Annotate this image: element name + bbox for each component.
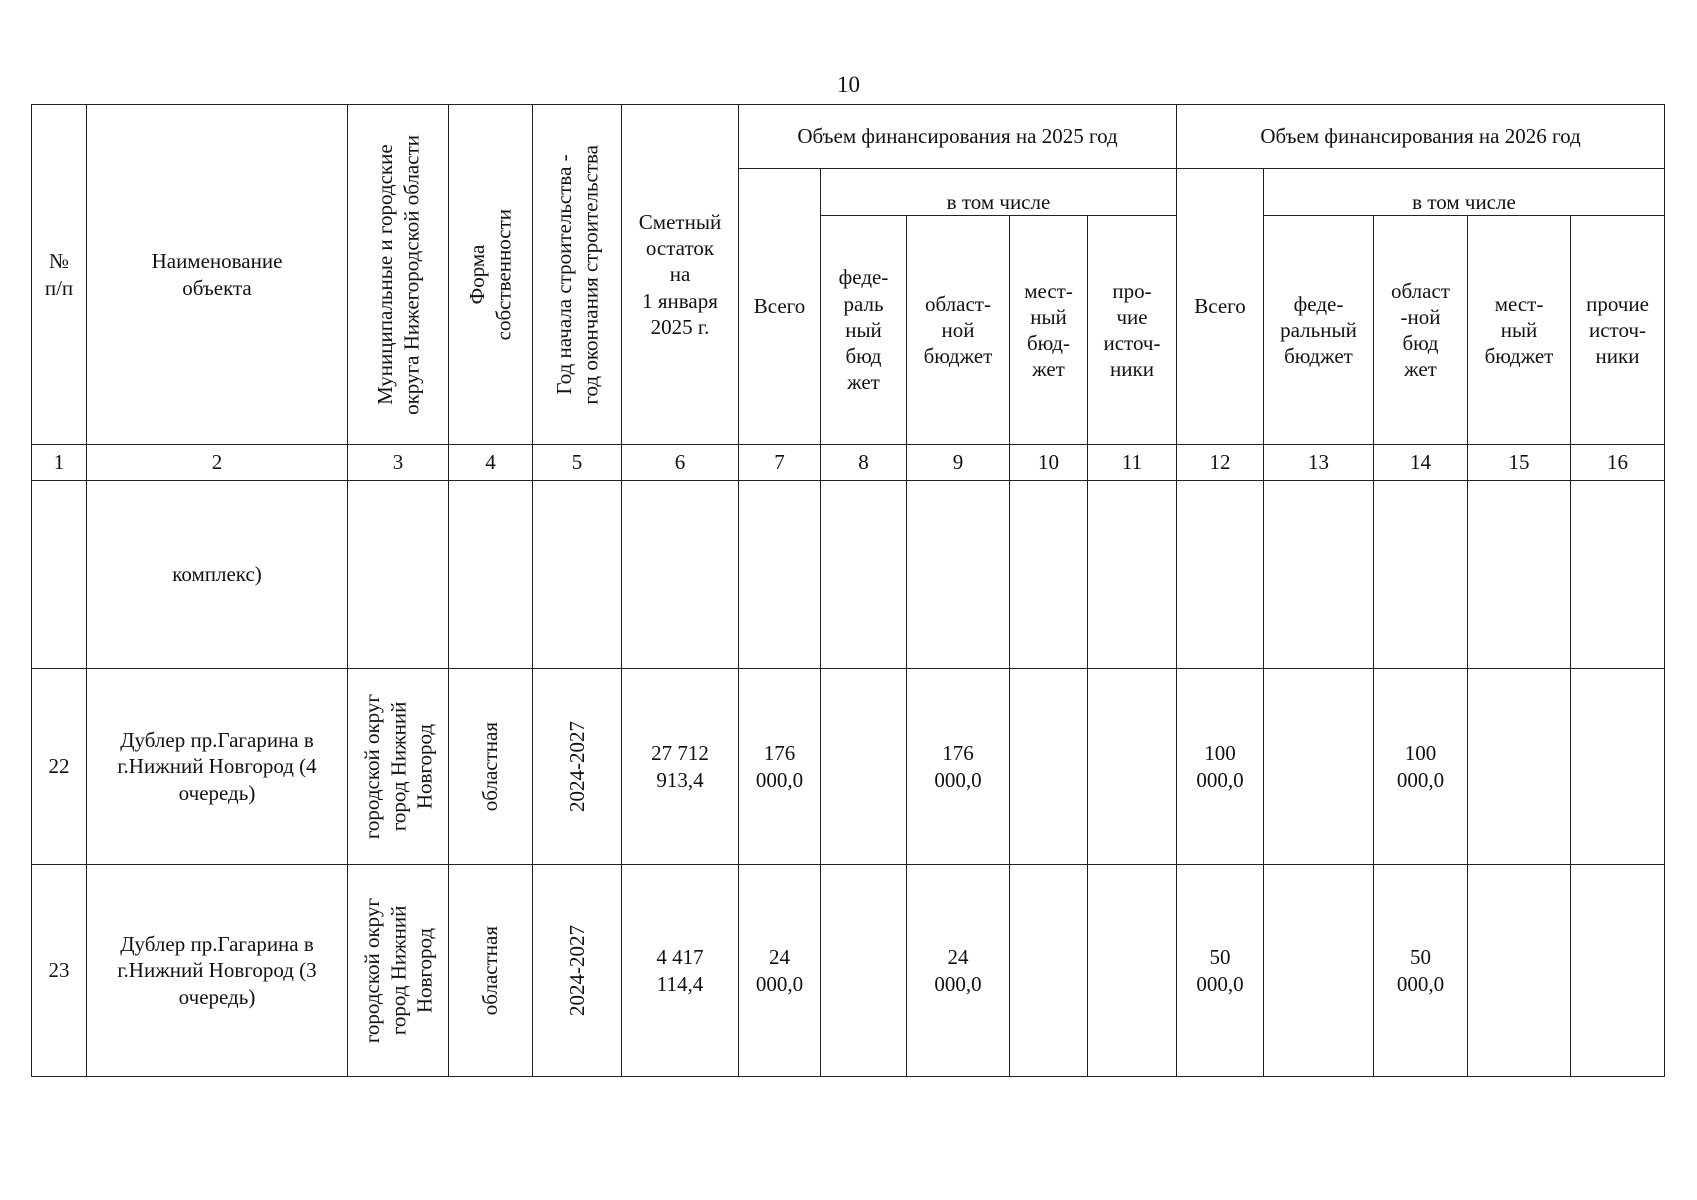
column-number-row [32,445,1665,481]
header-municipal: Муниципальные и городские округа Нижегородской области [348,105,449,445]
header-including-2026: в том числе [1264,169,1665,216]
table-cell [622,481,739,669]
header-other-2025: про- чие источ- ники [1088,216,1177,445]
federal-2025 [821,865,907,1077]
ownership-form: областная [449,669,533,865]
table-cell [1374,481,1468,669]
column-number: 15 [1468,445,1571,481]
column-number: 13 [1264,445,1374,481]
regional-2026: 50 000,0 [1374,865,1468,1077]
construction-years: 2024-2027 [533,865,622,1077]
table-cell [907,481,1010,669]
column-number: 4 [449,445,533,481]
page-number: 10 [837,72,860,97]
construction-years: 2024-2027 [533,669,622,865]
regional-2025: 24 000,0 [907,865,1010,1077]
estimate-balance: 4 417 114,4 [622,865,739,1077]
header-years: Год начала строительства - год окончания строительства [533,105,622,445]
header-federal-2026: феде- ральный бюджет [1264,216,1374,445]
header-funding-2026: Объем финансирования на 2026 год [1177,105,1665,169]
row-num: 22 [32,669,87,865]
header-name: Наименование объекта [87,105,348,445]
column-number: 2 [87,445,348,481]
total-2026: 100 000,0 [1177,669,1264,865]
column-number: 16 [1571,445,1665,481]
federal-2025 [821,669,907,865]
column-number: 10 [1010,445,1088,481]
local-2025 [1010,669,1088,865]
column-number: 14 [1374,445,1468,481]
header-regional-2025: област- ной бюджет [907,216,1010,445]
column-number: 12 [1177,445,1264,481]
row-num: 23 [32,865,87,1077]
table-row [32,669,1665,865]
local-2025 [1010,865,1088,1077]
continuation-text: комплекс) [87,481,348,669]
table-cell [1177,481,1264,669]
table-cell [348,481,449,669]
table-cell [1010,481,1088,669]
ownership-form: областная [449,865,533,1077]
construction-funding-table [31,104,1665,1077]
continuation-row [32,481,1665,669]
federal-2026 [1264,669,1374,865]
regional-2025: 176 000,0 [907,669,1010,865]
local-2026 [1468,669,1571,865]
municipal-district: городской округ город Нижний Новгород [348,669,449,865]
table-row [32,865,1665,1077]
total-2025: 24 000,0 [739,865,821,1077]
table-cell [1468,481,1571,669]
column-number: 7 [739,445,821,481]
local-2026 [1468,865,1571,1077]
header-regional-2026: област -ной бюд жет [1374,216,1468,445]
table-cell [1264,481,1374,669]
header-including-2025: в том числе [821,169,1177,216]
column-number: 1 [32,445,87,481]
header-funding-2025: Объем финансирования на 2025 год [739,105,1177,169]
header-estimate: Сметный остаток на 1 января 2025 г. [622,105,739,445]
column-number: 6 [622,445,739,481]
header-total-2025: Всего [739,169,821,445]
object-name: Дублер пр.Гагарина в г.Нижний Новгород (3 очередь) [87,865,348,1077]
other-2025 [1088,865,1177,1077]
object-name: Дублер пр.Гагарина в г.Нижний Новгород (4 очередь) [87,669,348,865]
regional-2026: 100 000,0 [1374,669,1468,865]
total-2025: 176 000,0 [739,669,821,865]
table-cell [533,481,622,669]
column-number: 8 [821,445,907,481]
total-2026: 50 000,0 [1177,865,1264,1077]
other-2025 [1088,669,1177,865]
column-number: 11 [1088,445,1177,481]
header-total-2026: Всего [1177,169,1264,445]
table-cell [1571,481,1665,669]
federal-2026 [1264,865,1374,1077]
table-cell [32,481,87,669]
header-other-2026: прочие источ- ники [1571,216,1665,445]
table-cell [821,481,907,669]
table-cell [1088,481,1177,669]
estimate-balance: 27 712 913,4 [622,669,739,865]
header-local-2025: мест- ный бюд- жет [1010,216,1088,445]
header-ownership: Форма собственности [449,105,533,445]
column-number: 9 [907,445,1010,481]
header-local-2026: мест- ный бюджет [1468,216,1571,445]
table-cell [449,481,533,669]
column-number: 3 [348,445,449,481]
table-cell [739,481,821,669]
municipal-district: городской округ город Нижний Новгород [348,865,449,1077]
header-federal-2025: феде- раль ный бюд жет [821,216,907,445]
header-row-1 [32,105,1665,169]
column-number: 5 [533,445,622,481]
other-2026 [1571,865,1665,1077]
header-num: № п/п [32,105,87,445]
other-2026 [1571,669,1665,865]
